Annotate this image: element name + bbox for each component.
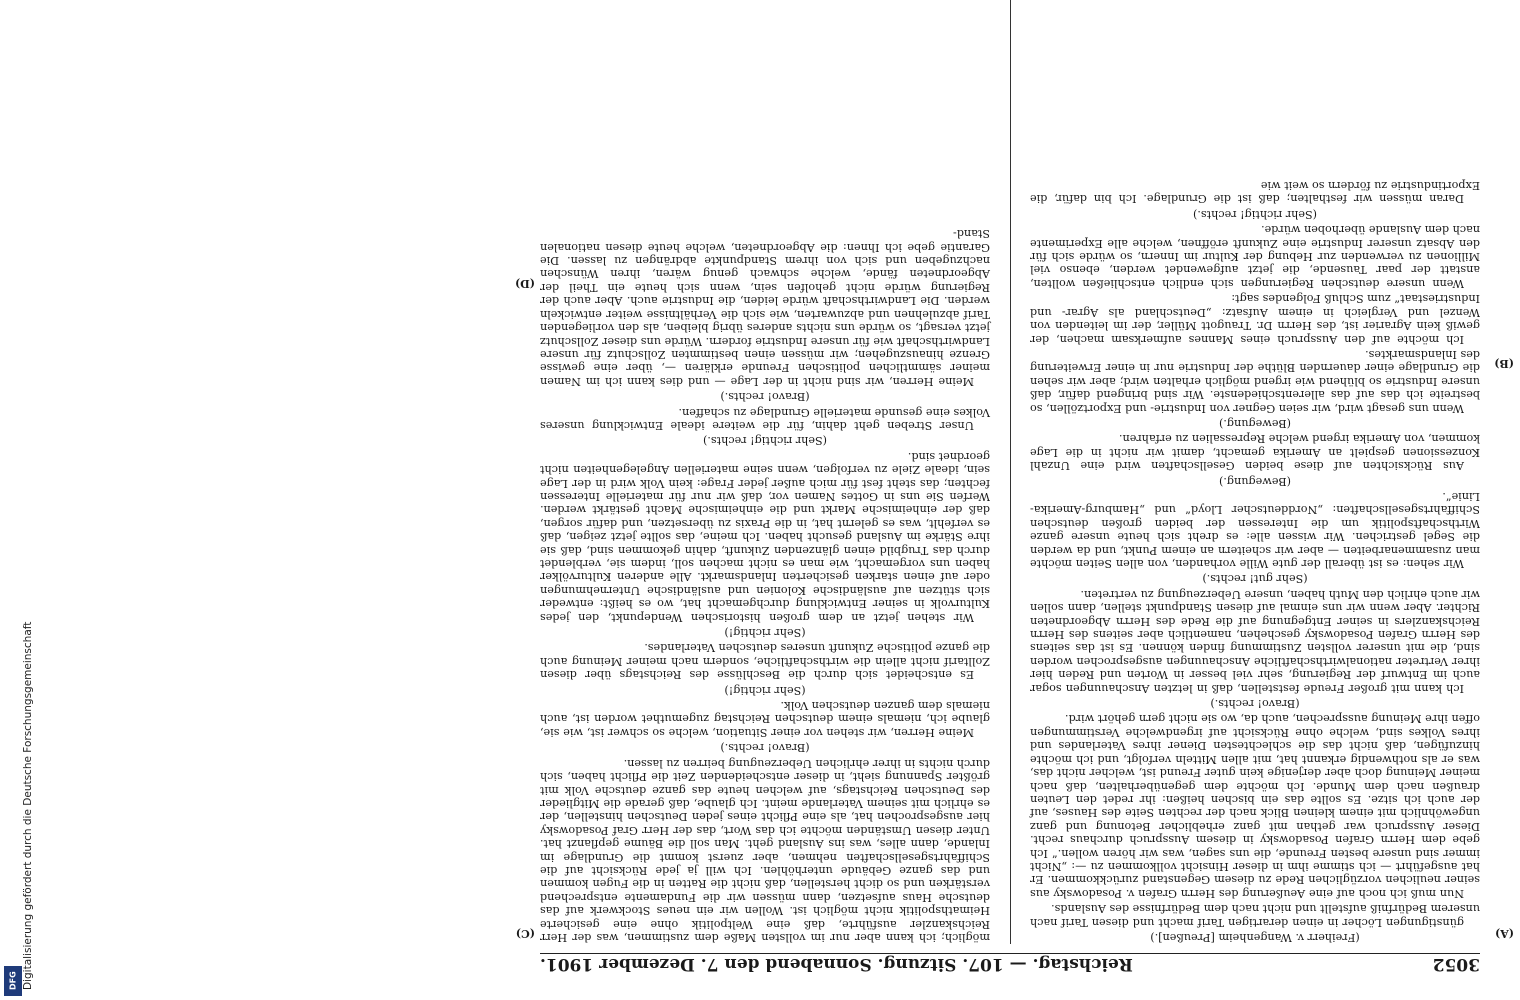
page-sheet — [515, 0, 1520, 1000]
dfg-logo: DFG — [4, 966, 22, 996]
interjection: (Bravo! rechts.) — [720, 390, 810, 404]
interjection: (Sehr richtig!) — [724, 683, 806, 697]
interjection: (Sehr gut! rechts.) — [1202, 572, 1308, 586]
interjection: (Sehr richtig! rechts.) — [702, 434, 828, 448]
right-column — [540, 225, 990, 944]
paragraph: Daran müssen wir festhalten; daß ist die Grundlage. Ich bin dafür, die Exportindustrie zu fördern so weit wie — [1030, 179, 1480, 206]
column-divider — [1010, 0, 1011, 944]
digitization-credit-strip — [0, 0, 34, 1000]
paragraph: Es entscheidet sich durch die Beschlüsse des Reichstags über diesen Zolltarif nicht allein die wirthschaftliche, sondern nach meiner Meinung auch die ganze politische Zukunft unseres deutschen Vaterlandes. — [540, 641, 990, 682]
paragraph: günstigungen Löcher in einen derartigen Tarif macht und diesen Tarif nach unserem Bedürfniß aufstellt und nicht nach dem Bedürfnisse des Auslands. — [1030, 902, 1480, 929]
left-column — [1030, 177, 1480, 944]
paragraph: Ich kann mit großer Freude feststellen, daß in letzten Anschauungen sogar auch im Entwurf der Regierung, sehr viel besser in Worten und Reden hier ihrer Vertreter nationalwirthschaftliche Anschauungen ausgesprochen worden sind, die mit unserer vollsten Zustimmung finden können. Es ist das seitens des Herrn Grafen Posadowsky geschehen, namentlich aber seitens des Herrn Reichskanzlers in seiner Entgegnung auf die Rede des Herrn Abgeordneten Richter. Aber wenn wir uns einmal auf diesen Standpunkt stellen, dann sollen wir auch ehrlich den Muth haben, unsere Ueberzeugung zu vertreten. — [1030, 587, 1480, 695]
page-content — [515, 0, 1514, 980]
speaker-line: (Freiherr v. Wangenheim [Preußen].) — [1150, 931, 1360, 944]
interjection: (Bewegung.) — [1218, 416, 1292, 430]
interjection: (Sehr richtig!) — [724, 626, 806, 640]
paragraph: möglich; ich kann aber nur im vollsten Maße dem zustimmen, was der Herr Reichskanzler ausführte, daß eine Weltpolitik ohne eine gesicherte Heimathspolitik nicht möglich ist. Wollen wir ein neues Stockwerk auf das deutsche Haus aufsetzen, dann müssen wir die Fundamente entsprechend verstärken und so dicht herstellen, daß nicht die Ratten in die Fugen kommen und das ganze Gebäude unterhöhlen. Ich will ja jede Rücksicht auf die Schiffahrtsgesellschaften nehmen, aber zuerst kommt die Grundlage im Inlande, dann alles, was ins Ausland geht. Man soll die Bäume gepflanzt hat. Unter diesen Umständen möchte ich das Wort, das der Herr Graf Posadowsky hier ausgesprochen hat, als eine Pflicht eines jeden Deutschen hinstellen, der es ehrlich mit seinem Vaterlande meint. Ich glaube, daß gerade die Mitglieder des Deutschen Reichstags, auf welchen heute das ganze deutsche Volk mit größter Spannung sieht, in dieser entscheidenden Zeit die Pflicht haben, sich durch nichts in ihrer ehrlichen Ueberzeugung beirren zu lassen. — [540, 756, 990, 944]
interjection: (Bewegung.) — [1218, 474, 1292, 488]
paragraph: Meine Herren, wir stehen vor einer Situation, welche so schwer ist, wie sie, glaube ich, niemals einem deutschen Reichstag zugemuthet worden ist, auch niemals dem ganzen deutschen Volk. — [540, 699, 990, 739]
interjection: (Bravo! rechts.) — [720, 741, 810, 755]
quotation: Wenn unsere deutschen Regierungen sich endlich entschließen wollten, anstatt der paar Tausende, die jetzt aufgewendet werden, ebenso viel Millionen zu verwenden zur Hebung der Kultur im Innern, so würde sich für den Absatz unserer Industrie eine Zukunft eröffnen, welche alle Experimente nach dem Auslande überhoben würde. — [1030, 223, 1480, 290]
margin-label-d: (D) — [515, 277, 535, 290]
paragraph: Wir sehen: es ist überall der gute Wille vorhanden, von allen Seiten möchte man zusammenarbeiten — aber wir scheitern an einem Punkt, und da werden die Segel gestrichen. Wir wissen alle: es dreht sich heute unsere ganze Wirthschaftspolitik um die Interessen der beiden großen deutschen Schiffahrtsgesellschaften: „Norddeutscher Lloyd“ und „Hamburg-Amerika-Linie“. — [1030, 490, 1480, 571]
paragraph: Nun muß ich noch auf eine Aeußerung des Herrn Grafen v. Posadowsky aus seiner neulichen vorzüglichen Rede zu diesem Gegenstand zurückkommen. Er hat ausgeführt — ich stimme ihm in dieser Hinsicht vollkommen zu —: „Nicht immer sind unsere besten Freunde, die uns sagen, was wir hören wollen.“ Ich gebe dem Herrn Grafen Posadowsky in diesem Ausspruch durchaus recht. Dieser Ausspruch war gethan mit ganz erheblicher Betonung und ganz ungewöhnlich mit einem kleinen Blick nach der rechten Seite des Hauses, auf der auch ich sitze. Es sollte das ein bischen heißen: ihr redet den Leuten draußen nach dem Munde. Ich möchte dem gegenüberhalten, daß nach meiner Meinung doch aber derjenige kein guter Freund ist, welcher nicht das, was er als nothwendig erkannt hat, mit allen Mitteln verfolgt, und ich möchte hinzufügen, daß nicht das die schlechtesten Diener ihres Vaterlandes und ihres Volkes sind, welche ohne Rücksicht auf irgendwelche Verstimmungen offen ihre Meinung aussprechen, auch da, wo sie nicht gern gehört wird. — [1030, 712, 1480, 900]
margin-label-c: (C) — [515, 927, 535, 940]
paragraph: Meine Herren, wir sind nicht in der Lage — und dies kann ich im Namen meiner sämmtlichen politischen Freunde erklären —, über eine gewisse Grenze hinauszugehen; wir müssen einen bestimmten Zollschutz für unsere Landwirthschaft wie für unsere Industrie fordern. Würde uns dieser Zollschutz jetzt versagt, so würde uns nichts anderes übrig bleiben, als den vorliegenden Tarif abzulehnen und abzuwarten, wie sich die Verhältnisse weiter entwickeln werden. Die Landwirthschaft würde leiden, die Industrie auch. Aber auch der Regierung würde nicht geholfen sein, wenn sich heute ein Theil der Abgeordneten fände, welche schwach genug wären, ihren Wünschen nachzugeben und sich von ihrem Standpunkte abdrängen zu lassen. Die Garantie gebe ich Ihnen: die Abgeordneten, welche heute diesen nationalen Stand- — [540, 227, 990, 388]
scanned-page — [515, 0, 1520, 1000]
paragraph: Unser Streben geht dahin, für die weitere ideale Entwicklung unseres Volkes eine gesunde materielle Grundlage zu schaffen. — [540, 405, 990, 432]
margin-label-a: (A) — [1495, 927, 1514, 940]
paragraph: Ich möchte auf den Ausspruch eines Mannes aufmerksam machen, der gewiß kein Agrarier ist, des Herrn Dr. Traugott Müller, der im leitenden von Wenzel und Vergleich in einem Aufsatz: „Deutschland als Agrar- und Industriestaat“ zum Schluß Folgendes sagt: — [1030, 292, 1480, 346]
paragraph: Wenn uns gesagt wird, wir seien Gegner von Industrie- und Exportzöllen, so bestreite ich das auf das allerentschiedenste. Wir sind bringend dafür, daß unsere Industrie so blühend wie irgend möglich erhalten wird; aber wir sehen die Grundlage einer dauernden Blüthe der Industrie nur in einer Erweiterung des Inlandsmarktes. — [1030, 347, 1480, 415]
page-number: 3052 — [1432, 954, 1480, 974]
interjection: (Bravo! rechts.) — [1210, 697, 1300, 711]
margin-label-b: (B) — [1494, 357, 1514, 370]
paragraph: Wir stehen jetzt an dem großen historischen Wendepunkt, den jedes Kulturvolk in seiner Entwicklung durchgemacht hat, wo es heißt: entweder sich stützen auf ausländische Kolonien und ausländische Unternehmungen oder auf einen starken gesicherten Inlandsmarkt. Alle anderen Kulturvölker haben uns vorgemacht, wie man es nicht machen soll, indem sie, verblendet durch das Trugbild einen glänzenden Zukunft, dahin gekommen sind, daß sie ihre Stärke im Ausland gesucht haben. Ich meine, das sollte jetzt zeigen, daß es verfehlt, was es gelernt hat, in die Praxis zu übersetzen, und dafür sorgen, daß der einheimische Markt und die einheimische Macht gestärkt werden. Werfen Sie uns in Gottes Namen vor, daß wir nur für materielle Interessen fechten; das steht fest für mich außer jeder Frage: kein Volk wird in der Lage sein, ideale Ziele zu verfolgen, wenn seine materiellen Angelegenheiten nicht geordnet sind. — [540, 449, 990, 624]
digitization-credit-text: Digitalisierung gefördert durch die Deutsche Forschungsgemeinschaft — [22, 621, 34, 990]
page-header — [540, 953, 1480, 980]
page-title: Reichstag. — 107. Sitzung. Sonnabend den 7. Dezember 1901. — [540, 954, 1133, 974]
interjection: (Sehr richtig! rechts.) — [1192, 207, 1318, 221]
paragraph: Aus Rücksichten auf diese beiden Gesellschaften wird eine Unzahl Konzessionen gespielt an Amerika gemacht, damit wir nicht in die Lage kommen, von Amerika irgend welche Repressalien zu erfahren. — [1030, 432, 1480, 473]
